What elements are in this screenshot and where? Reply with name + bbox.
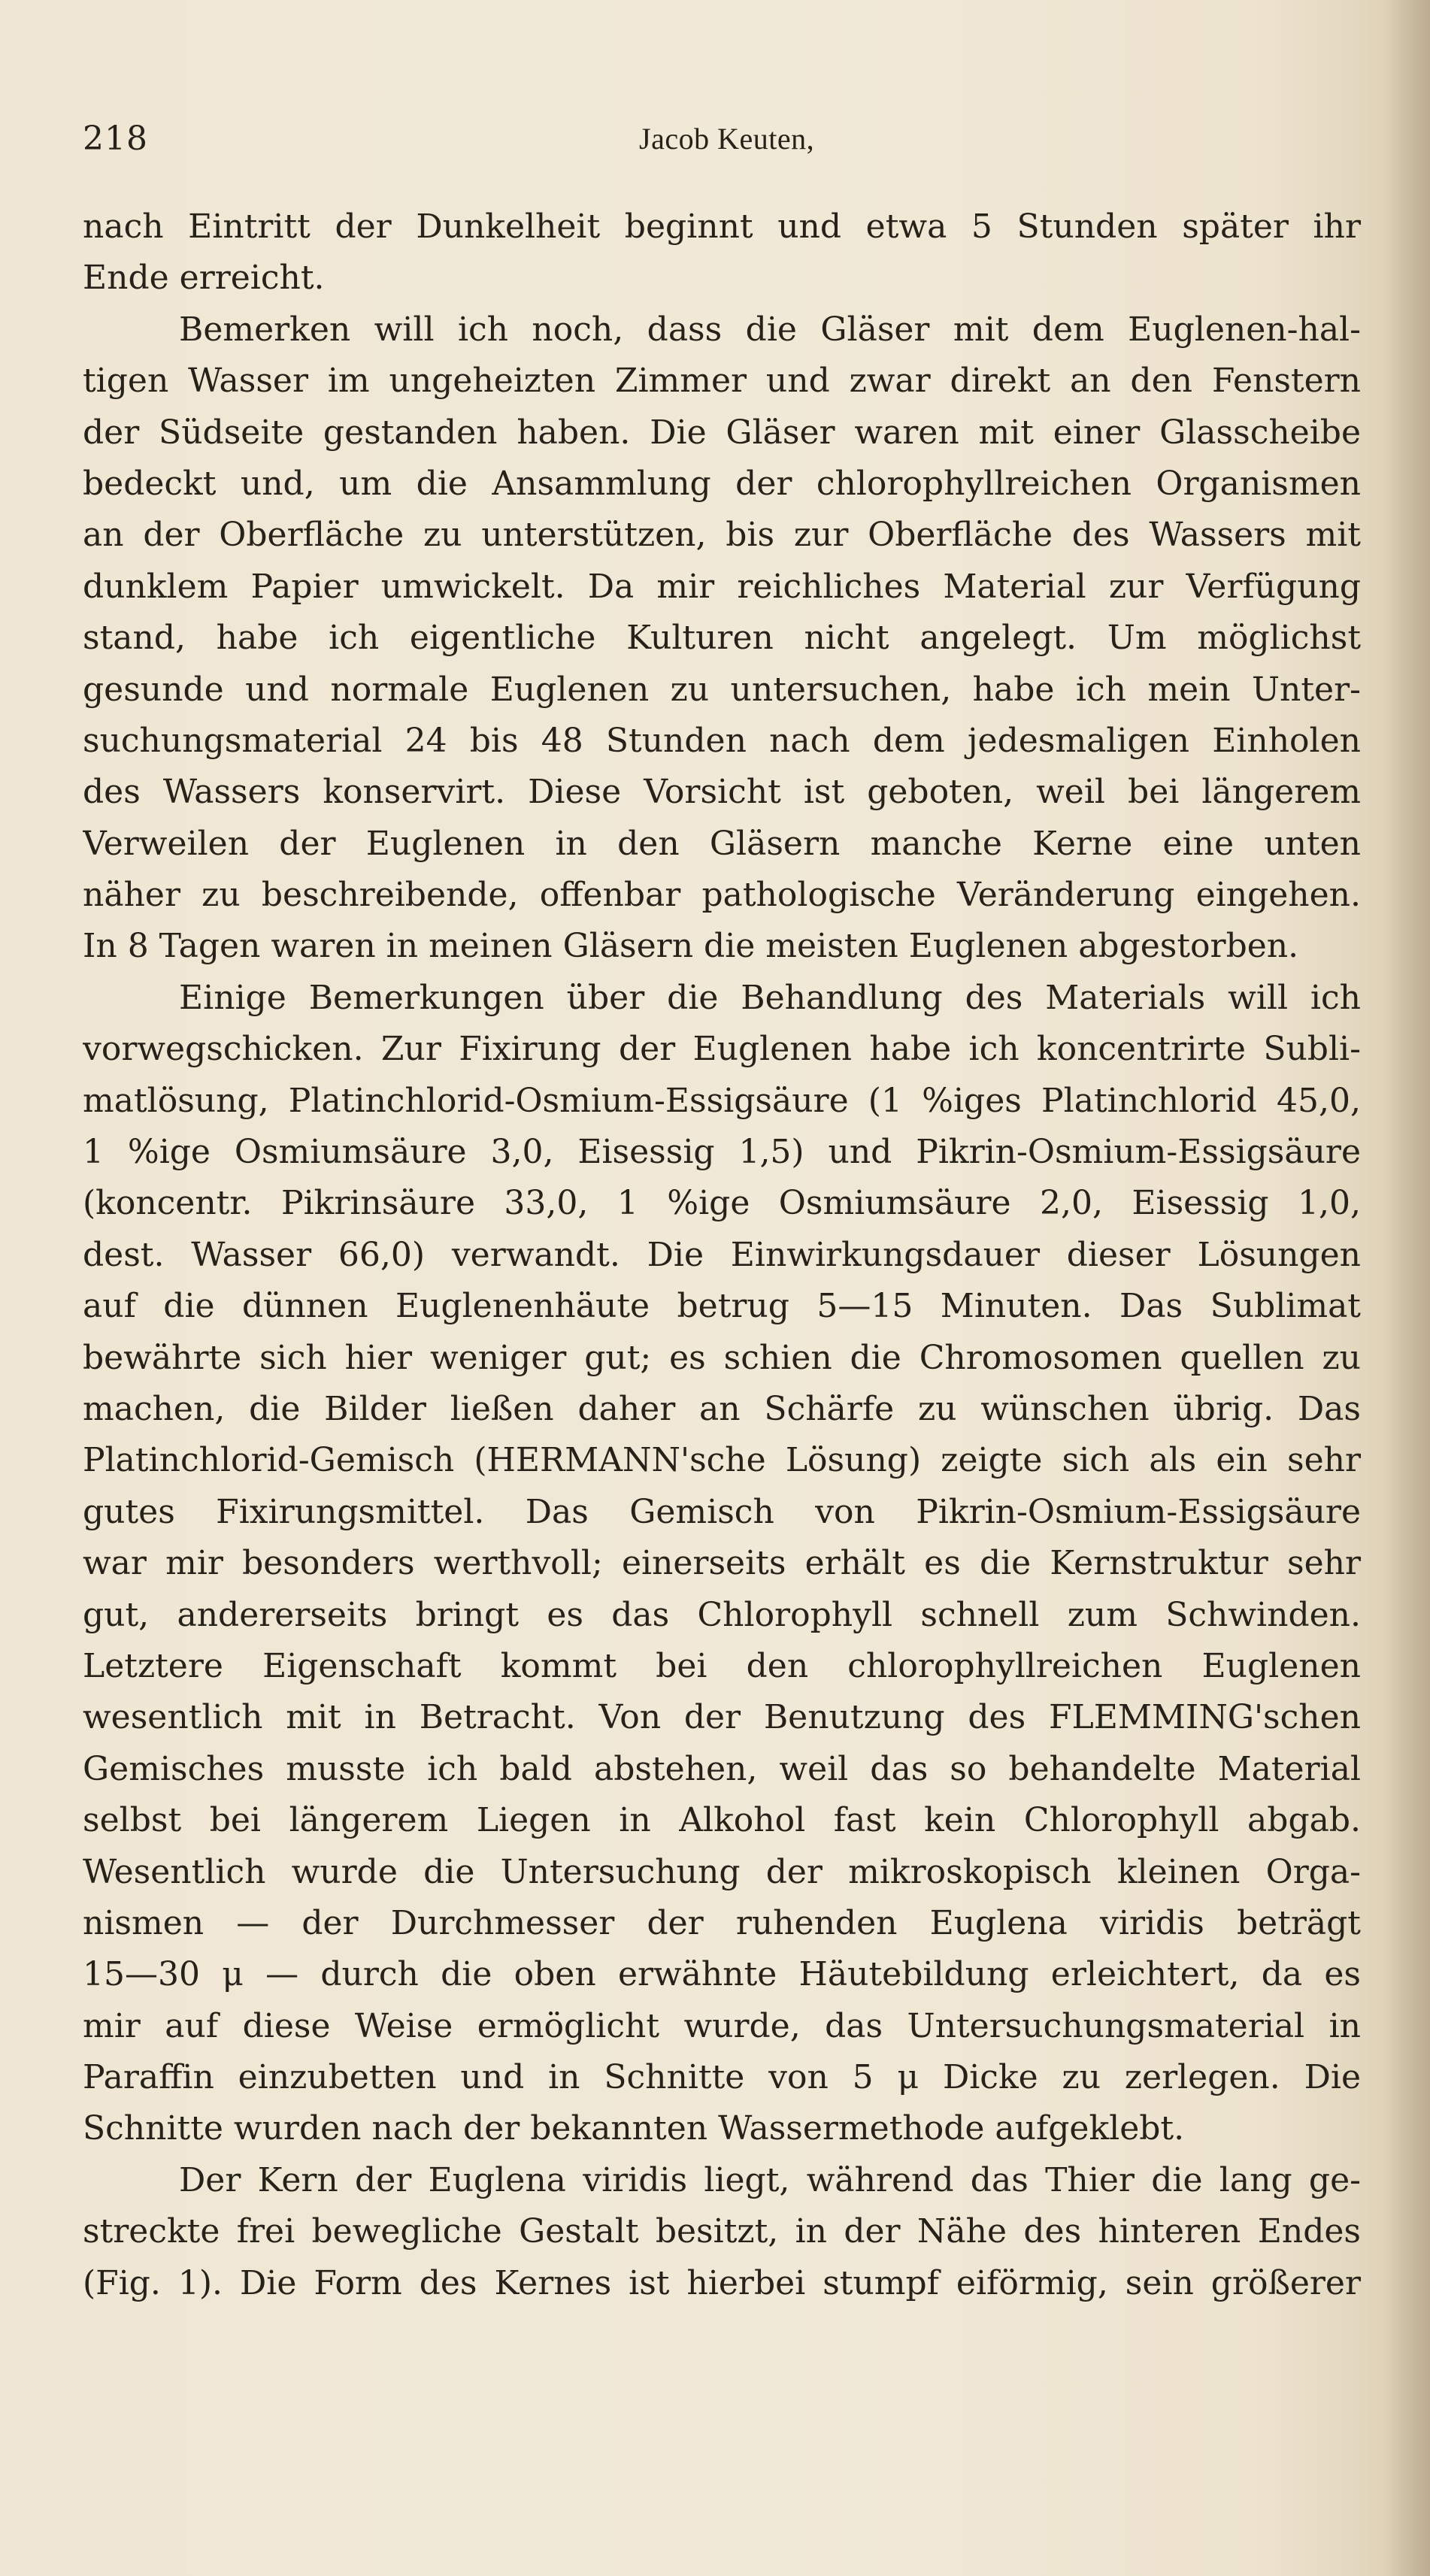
body-text	[83, 201, 1361, 2494]
text-line: auf die dünnen Euglenenhäute betrug 5—15 Minuten. Das Sublimat	[83, 1287, 1361, 1326]
text-line: gesunde und normale Euglenen zu untersuchen, habe ich mein Unter-	[83, 670, 1361, 709]
page-header	[83, 113, 1361, 165]
text-line: gut, andererseits bringt es das Chlorophyll schnell zum Schwinden.	[83, 1595, 1361, 1634]
text-line: Verweilen der Euglenen in den Gläsern manche Kerne eine unten	[83, 824, 1361, 863]
text-line: 1 %ige Osmiumsäure 3,0, Eisessig 1,5) und Pikrin-Osmium-Essigsäure	[83, 1133, 1361, 1172]
text-line: näher zu beschreibende, offenbar pathologische Veränderung eingehen.	[83, 876, 1361, 915]
text-line: vorwegschicken. Zur Fixirung der Euglenen habe ich koncentrirte Subli-	[83, 1030, 1361, 1069]
text-line: wesentlich mit in Betracht. Von der Benutzung des FLEMMING'schen	[83, 1698, 1361, 1737]
text-line: der Südseite gestanden haben. Die Gläser waren mit einer Glasscheibe	[83, 413, 1361, 452]
text-line: Bemerken will ich noch, dass die Gläser mit dem Euglenen-hal-	[179, 310, 1361, 349]
text-line: nismen — der Durchmesser der ruhenden Euglena viridis beträgt	[83, 1903, 1361, 1942]
text-line: Der Kern der Euglena viridis liegt, während das Thier die lang ge-	[179, 2160, 1361, 2199]
text-line: Ende erreicht.	[83, 259, 325, 298]
text-line: bewährte sich hier weniger gut; es schien die Chromosomen quellen zu	[83, 1338, 1361, 1377]
text-line: bedeckt und, um die Ansammlung der chlorophyllreichen Organismen	[83, 464, 1361, 503]
text-line: Wesentlich wurde die Untersuchung der mikroskopisch kleinen Orga-	[83, 1852, 1361, 1891]
text-line: war mir besonders werthvoll; einerseits erhält es die Kernstruktur sehr	[83, 1544, 1361, 1583]
text-line: des Wassers konservirt. Diese Vorsicht ist geboten, weil bei längerem	[83, 773, 1361, 812]
text-line: suchungsmaterial 24 bis 48 Stunden nach dem jedesmaligen Einholen	[83, 721, 1361, 760]
text-line: nach Eintritt der Dunkelheit beginnt und etwa 5 Stunden später ihr	[83, 207, 1361, 246]
text-line: gutes Fixirungsmittel. Das Gemisch von Pikrin-Osmium-Essigsäure	[83, 1492, 1361, 1531]
text-line: Einige Bemerkungen über die Behandlung des Materials will ich	[179, 978, 1361, 1017]
text-line: machen, die Bilder ließen daher an Schärfe zu wünschen übrig. Das	[83, 1389, 1361, 1428]
text-line: 15—30 μ — durch die oben erwähnte Häutebildung erleichtert, da es	[83, 1955, 1361, 1994]
text-line: matlösung, Platinchlorid-Osmium-Essigsäure (1 %iges Platinchlorid 45,0,	[83, 1081, 1361, 1120]
text-line: mir auf diese Weise ermöglicht wurde, das Untersuchungsmaterial in	[83, 2006, 1361, 2045]
text-line: Schnitte wurden nach der bekannten Wassermethode aufgeklebt.	[83, 2109, 1185, 2148]
running-head: Jacob Keuten,	[639, 122, 815, 156]
text-line: streckte frei bewegliche Gestalt besitzt, in der Nähe des hinteren Endes	[83, 2212, 1361, 2251]
page-edge-shadow	[1385, 0, 1430, 2576]
text-line: an der Oberfläche zu unterstützen, bis zur Oberfläche des Wassers mit	[83, 516, 1361, 555]
text-line: In 8 Tagen waren in meinen Gläsern die meisten Euglenen abgestorben.	[83, 927, 1299, 966]
text-line: Platinchlorid-Gemisch (HERMANN'sche Lösung) zeigte sich als ein sehr	[83, 1441, 1361, 1480]
text-line: dunklem Papier umwickelt. Da mir reichliches Material zur Verfügung	[83, 567, 1361, 606]
text-line: Paraffin einzubetten und in Schnitte von 5 μ Dicke zu zerlegen. Die	[83, 2058, 1361, 2097]
text-line: (koncentr. Pikrinsäure 33,0, 1 %ige Osmiumsäure 2,0, Eisessig 1,0,	[83, 1184, 1361, 1223]
text-line: Letztere Eigenschaft kommt bei den chlorophyllreichen Euglenen	[83, 1646, 1361, 1685]
text-line: selbst bei längerem Liegen in Alkohol fast kein Chlorophyll abgab.	[83, 1801, 1361, 1840]
text-line: Gemisches musste ich bald abstehen, weil das so behandelte Material	[83, 1749, 1361, 1788]
text-line: tigen Wasser im ungeheizten Zimmer und zwar direkt an den Fenstern	[83, 362, 1361, 401]
text-line: stand, habe ich eigentliche Kulturen nicht angelegt. Um möglichst	[83, 619, 1361, 658]
page-number: 218	[83, 120, 148, 158]
text-line: dest. Wasser 66,0) verwandt. Die Einwirkungsdauer dieser Lösungen	[83, 1235, 1361, 1274]
text-line: (Fig. 1). Die Form des Kernes ist hierbei stumpf eiförmig, sein größerer	[83, 2263, 1361, 2302]
